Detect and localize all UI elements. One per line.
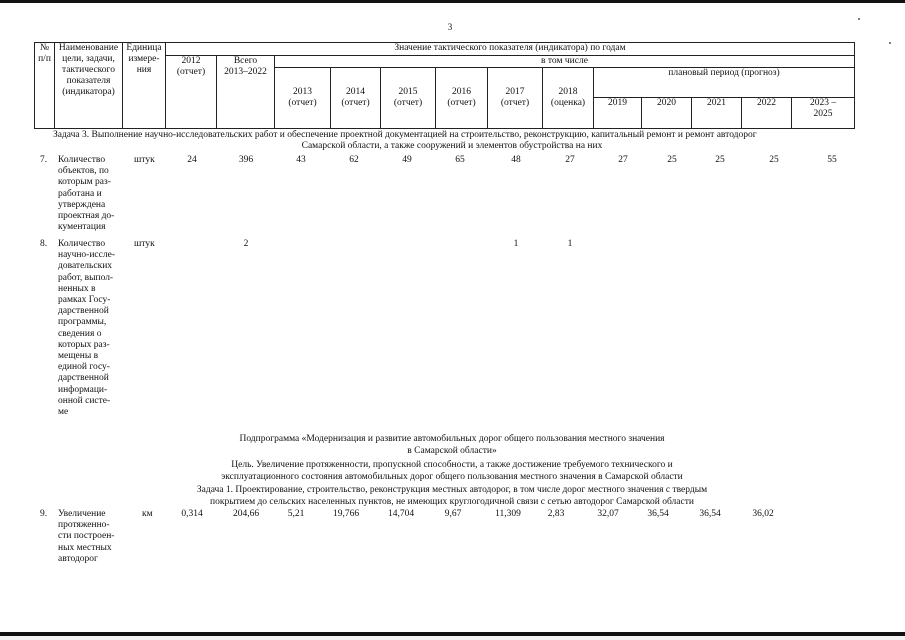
- value-2020: 25: [667, 155, 677, 165]
- unit-of-measure: штук: [134, 155, 155, 165]
- value-2012: 24: [187, 155, 197, 165]
- value-2018: 27: [565, 155, 575, 165]
- header-col-2017: 2017 (отчет): [488, 68, 543, 129]
- unit-of-measure: км: [142, 509, 153, 519]
- value-2013: 43: [296, 155, 306, 165]
- page-number: 3: [447, 22, 453, 32]
- value-2014: 62: [349, 155, 359, 165]
- header-col-2022: 2022: [742, 98, 792, 129]
- value-2015: 14,704: [387, 509, 415, 519]
- header-col-2013: 2013 (отчет): [275, 68, 331, 129]
- value-2015: 49: [402, 155, 412, 165]
- header-col-2019: 2019: [594, 98, 642, 129]
- header-col-2016: 2016 (отчет): [436, 68, 488, 129]
- header-col-total: Всего 2013–2022: [217, 56, 275, 129]
- header-col-unit: Единица измере- ния: [123, 43, 166, 129]
- value-2017: 11,309: [495, 509, 521, 519]
- unit-of-measure: штук: [134, 239, 155, 249]
- value-2017: 48: [511, 155, 521, 165]
- value-2023-2025: 55: [827, 155, 837, 165]
- subprogram-title-line1: Подпрограмма «Модернизация и развитие автомобильных дорог общего пользования местного значения: [239, 434, 665, 444]
- subprogram-goal-line1: Цель. Увеличение протяженности, пропускной способности, а также достижение требуемого технического и: [231, 460, 673, 470]
- value-2018: 2,83: [547, 509, 565, 519]
- value-2022: 25: [769, 155, 779, 165]
- header-col-2023-2025: 2023 – 2025: [792, 98, 855, 129]
- value-2022: 36,02: [752, 509, 774, 519]
- header-col-2014: 2014 (отчет): [331, 68, 381, 129]
- subprogram-task1-line1: Задача 1. Проектирование, строительство, реконструкция местных автодорог, в том числе дорог местного значения с твердым: [196, 485, 708, 495]
- value-2014: 19,766: [332, 509, 360, 519]
- value-2013: 5,21: [287, 509, 305, 519]
- row-number: 8.: [40, 239, 48, 249]
- value-2021: 25: [715, 155, 725, 165]
- scan-speck: [889, 42, 891, 44]
- indicator-name: Количество объектов, по которым раз- работана и утверждена проектная до- кументация: [58, 155, 115, 233]
- header-col-planned: плановый период (прогноз): [594, 68, 855, 98]
- header-col-including: в том числе: [275, 56, 855, 68]
- row-number: 9.: [40, 509, 48, 519]
- subprogram-goal-line2: эксплуатационного состояния автомобильных дорог общего пользования местного значения в Самарской области: [221, 472, 683, 482]
- header-col-2012: 2012 (отчет): [166, 56, 217, 129]
- value-total: 396: [238, 155, 254, 165]
- row-number: 7.: [40, 155, 48, 165]
- value-2019: 32,07: [597, 509, 619, 519]
- value-total: 2: [243, 239, 249, 249]
- value-2021: 36,54: [699, 509, 721, 519]
- subprogram-title-line2: в Самарской области»: [407, 446, 497, 456]
- scan-edge-top: [0, 0, 905, 3]
- subprogram-task1-line2: покрытием до сельских населенных пунктов, не имеющих круглогодичной связи с сетью автодорог Самарской области: [210, 497, 694, 507]
- value-total: 204,66: [232, 509, 260, 519]
- header-col-2015: 2015 (отчет): [381, 68, 436, 129]
- value-2012: 0,314: [181, 509, 203, 519]
- header-col-2020: 2020: [642, 98, 692, 129]
- header-col-number: № п/п: [35, 43, 55, 129]
- task3-heading-line2: Самарской области, а также сооружений и элементов обустройства на них: [301, 141, 603, 151]
- header-col-2021: 2021: [692, 98, 742, 129]
- header-col-values: Значение тактического показателя (индикатора) по годам: [166, 43, 855, 56]
- indicator-name: Количество научно-иссле- довательских работ, выпол- ненных в рамках Госу- дарственной программы, сведения о которых раз- мещены в единой госу- дарственной информаци- онной систе- ме: [58, 239, 115, 418]
- value-2016: 9,67: [444, 509, 462, 519]
- value-2019: 27: [618, 155, 628, 165]
- value-2016: 65: [455, 155, 465, 165]
- value-2020: 36,54: [647, 509, 669, 519]
- value-2017: 1: [513, 239, 519, 249]
- scan-speck: [858, 18, 860, 20]
- indicator-table-header: [34, 42, 855, 129]
- scan-edge-bottom-margin: [0, 636, 905, 640]
- indicator-name: Увеличение протяженно- сти построен- ных местных автодорог: [58, 509, 115, 564]
- header-col-2018: 2018 (оценка): [543, 68, 594, 129]
- value-2018: 1: [567, 239, 573, 249]
- task3-heading-line1: Задача 3. Выполнение научно-исследовательских работ и обеспечение проектной документацией на строительство, реконструкцию, капитальный ремонт и ремонт автодорог: [53, 130, 757, 140]
- header-col-name: Наименование цели, задачи, тактического показателя (индикатора): [55, 43, 123, 129]
